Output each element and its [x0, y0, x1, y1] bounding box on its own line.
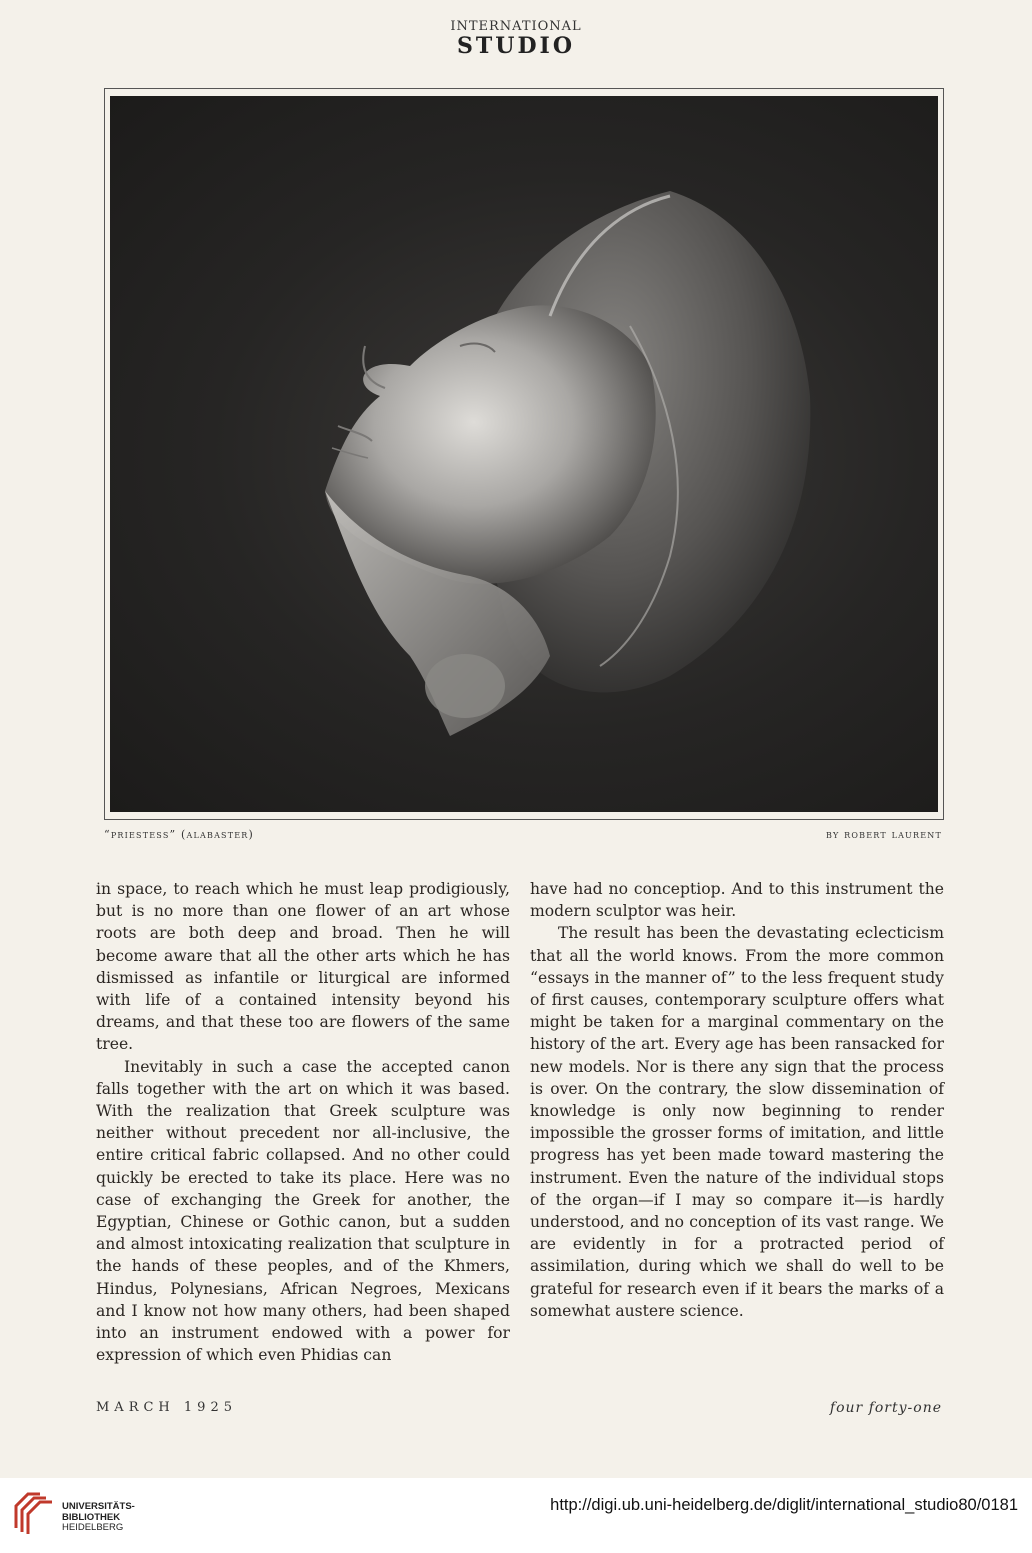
- digitization-footer: [0, 1478, 1032, 1553]
- masthead-international: INTERNATIONAL: [450, 19, 582, 34]
- source-url-link[interactable]: http://digi.ub.uni-heidelberg.de/diglit/international_studio80/0181: [550, 1496, 1018, 1514]
- photo-caption-credit: by robert laurent: [826, 828, 942, 841]
- institution-name: [62, 1502, 135, 1534]
- photo-plate: [104, 88, 944, 820]
- paragraph: The result has been the devastating eclecticism that all the world knows. From the more common “essays in the manner of” to the less frequent study of first causes, contemporary sculpture offers what might be taken for a marginal commentary on the history of the art. Every age has been ransacked for new models. Nor is there any sign that the process is over. On the contrary, the slow dissemination of knowledge is only now beginning to render impossible the grosser forms of imitation, and little progress has yet been made toward mastering the instrument. Even the nature of the individual stops of the organ—if I may so compare it—is hardly understood, and no conception of its vast range. We are evidently in for a protracted period of assimilation, during which we shall do well to be grateful for research even if it bears the marks of a somewhat austere science.: [530, 924, 944, 1320]
- masthead-studio: STUDIO: [457, 33, 575, 59]
- paragraph: in space, to reach which he must leap prodigiously, but is no more than one flower of an art whose roots are both deep and broad. Then he will become aware that all the other arts which he has dismissed as infantile or liturgical are informed with life of a contained intensity beyond his dreams, and that these too are flowers of the same tree.: [96, 880, 510, 1054]
- institution-line: HEIDELBERG: [62, 1522, 124, 1533]
- text-column-left: [96, 878, 510, 1366]
- page-number: four forty-one: [829, 1400, 942, 1416]
- masthead: [0, 20, 1032, 58]
- text-column-right: [530, 878, 944, 1322]
- photo-caption-title: “priestess” (alabaster): [104, 828, 255, 841]
- sculpture-photograph: [110, 96, 938, 812]
- paragraph: have had no conceptiop. And to this instrument the modern sculptor was heir.: [530, 880, 944, 921]
- alabaster-head-illustration: [110, 96, 938, 812]
- institution-line: UNIVERSITÄTS-: [62, 1501, 135, 1512]
- university-library-logo-icon: [10, 1488, 56, 1536]
- paragraph: Inevitably in such a case the accepted canon falls together with the art on which it was based. With the realization that Greek sculpture was neither without precedent nor all-inclusive, the entire critical fabric collapsed. And no other could quickly be erected to take its place. Here was no case of exchanging the Greek for another, the Egyptian, Chinese or Gothic canon, but a sudden and almost intoxicating realization that sculpture in the hands of these peoples, and of the Khmers, Hindus, Polynesians, African Negroes, Mexicans and I know not how many others, had been shaped into an instrument endowed with a power for expression of which even Phidias can: [96, 1057, 510, 1365]
- institution-line: BIBLIOTHEK: [62, 1511, 121, 1523]
- issue-date: MARCH 1925: [96, 1400, 237, 1415]
